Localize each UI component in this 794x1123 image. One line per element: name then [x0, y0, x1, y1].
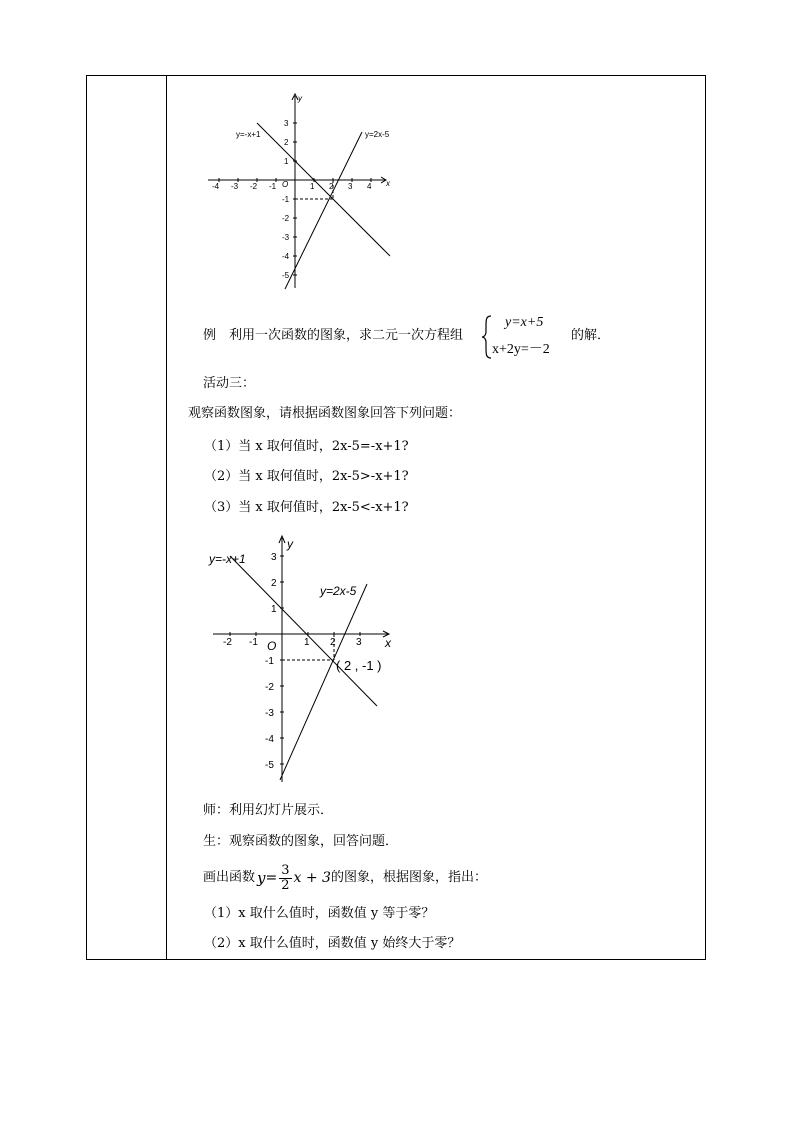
graph-1-xtick: 3 — [348, 182, 353, 191]
graph-2-origin: O — [267, 639, 277, 653]
fraction-denominator: 2 — [281, 877, 290, 893]
teacher-line: 师：利用幻灯片展示． — [203, 803, 334, 818]
graph-1-ytick: -1 — [282, 195, 290, 204]
graph-2-y-label: y — [287, 537, 293, 551]
exercise-prefix: 画出函数 — [203, 870, 256, 885]
exercise-line — [203, 858, 487, 898]
graph-1-xtick: 2 — [329, 182, 334, 191]
graph-2-xtick: -2 — [223, 637, 232, 648]
graph-1-ytick: 1 — [284, 157, 289, 166]
graph-1-ytick: 3 — [284, 119, 289, 128]
graph-1-xtick: 1 — [310, 182, 315, 191]
graph-1-ytick: -2 — [282, 214, 290, 223]
exercise-question: （2）x 取什么值时，函数值 y 始终大于零？ — [204, 936, 461, 951]
graph-2-ytick: -1 — [265, 656, 274, 667]
exercise-fraction — [279, 864, 291, 893]
graph-1-origin: O — [282, 180, 289, 189]
activity-intro: 观察函数图象，请根据函数图象回答下列问题： — [188, 406, 462, 421]
graph-1-ytick: -5 — [282, 271, 290, 280]
graph-1 — [200, 90, 400, 295]
graph-1-xtick: -3 — [231, 182, 239, 191]
graph-2-xtick: -1 — [249, 637, 258, 648]
example-text: 例 利用一次函数的图象，求二元一次方程组 — [203, 328, 464, 343]
graph-1-label-b: y=2x-5 — [365, 130, 390, 139]
fraction-numerator: 3 — [281, 862, 290, 878]
exercise-question: （1）x 取什么值时，函数值 y 等于零？ — [204, 906, 435, 921]
graph-1-ytick: -4 — [282, 252, 290, 261]
graph-2 — [205, 532, 415, 787]
activity-question: （1）当 x 取何值时，2x-5=-x+1? — [204, 439, 409, 454]
example-suffix: 的解． — [571, 328, 611, 343]
graph-2-x-label: x — [385, 636, 391, 650]
student-line: 生：观察函数的图象，回答问题． — [203, 834, 399, 849]
activity-title: 活动三： — [203, 376, 256, 391]
equation-1: y=x+5 — [505, 315, 544, 330]
graph-1-xtick: 4 — [367, 182, 372, 191]
graph-2-point-label: ( 2 , -1 ) — [336, 658, 382, 673]
exercise-y: y — [257, 869, 266, 887]
graph-2-ytick: -5 — [265, 760, 274, 771]
graph-1-y-label: y — [298, 94, 302, 103]
graph-1-ytick: 2 — [284, 138, 289, 147]
graph-1-ytick: -3 — [282, 233, 290, 242]
exercise-suffix: 的图象，根据图象，指出： — [330, 870, 487, 885]
graph-1-x-label: x — [386, 179, 390, 188]
graph-2-ytick: -3 — [265, 708, 274, 719]
exercise-equals: = — [265, 870, 278, 886]
graph-2-xtick: 3 — [356, 637, 362, 648]
graph-1-xtick: -4 — [212, 182, 220, 191]
graph-1-xtick: -2 — [250, 182, 258, 191]
graph-1-xtick: -1 — [269, 182, 277, 191]
graph-2-label-b: y=2x-5 — [320, 584, 357, 598]
exercise-rest: x + 3 — [293, 870, 331, 886]
activity-question: （2）当 x 取何值时，2x-5>-x+1? — [204, 469, 409, 484]
graph-2-line-a — [230, 556, 377, 706]
equation-2: x+2y=－2 — [492, 342, 550, 357]
graph-1-line-b — [285, 132, 362, 289]
graph-2-ytick: -2 — [265, 682, 274, 693]
graph-2-label-a: y=-x+1 — [209, 552, 246, 566]
activity-question: （3）当 x 取何值时，2x-5<-x+1? — [204, 500, 409, 515]
graph-2-ytick: 1 — [271, 604, 277, 615]
graph-2-ytick: -4 — [265, 734, 274, 745]
graph-2-ytick: 2 — [271, 578, 277, 589]
graph-1-label-a: y=-x+1 — [236, 130, 261, 139]
graph-2-ytick: 3 — [271, 552, 277, 563]
graph-2-xtick: 2 — [330, 637, 336, 648]
graph-2-xtick: 1 — [304, 637, 310, 648]
column-divider — [166, 76, 167, 959]
